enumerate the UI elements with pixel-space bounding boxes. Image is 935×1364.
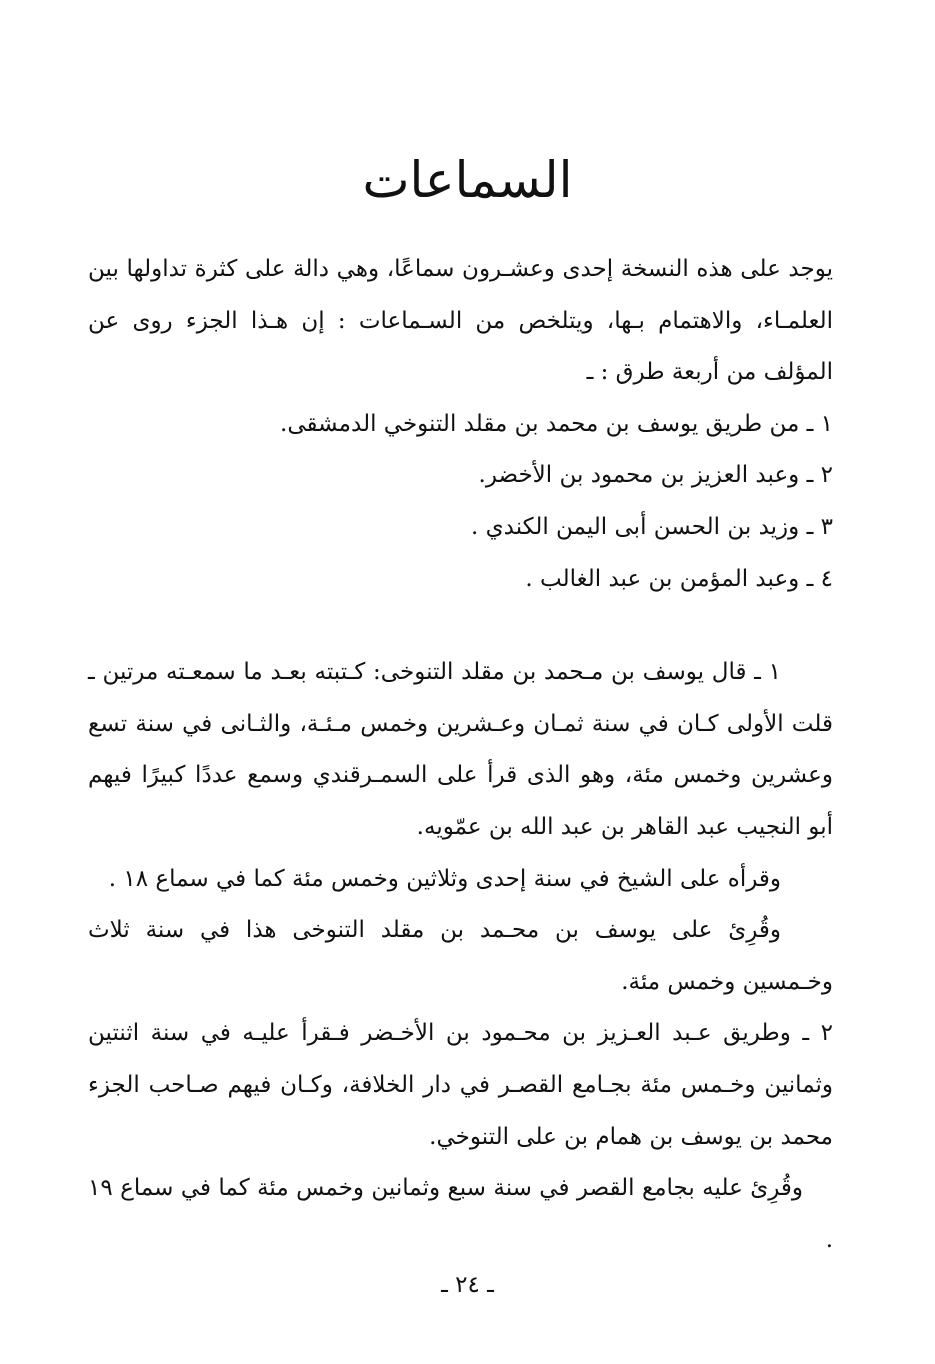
paragraph-reading-1: وقرأه على الشيخ في سنة إحدى وثلاثين وخمس مئة كما في سماع ١٨ . xyxy=(108,865,781,892)
route-item-1: ١ ـ من طريق يوسف بن محمد بن مقلد التنوخي الدمشقى. xyxy=(280,410,833,437)
paragraph-route-2: ٢ ـ وطريق عـبد العـزيز بن محـمود بن الأخـضر فـقرأ عليـه في سنة اثنتين وثمانين وخـمس مئة بجـامع القصـر في دار الخلافة، وكـان فيهم صـاحب الجزء محمد بن يوسف بن همام بن على التنوخي. xyxy=(88,1020,833,1150)
route-item-4: ٤ ـ وعبد المؤمن بن عبد الغالب . xyxy=(525,565,833,592)
page-number: ـ ٢٤ ـ xyxy=(441,1272,494,1298)
intro-paragraph: يوجد على هذه النسخة إحدى وعشـرون سماعًا، وهي دالة على كثرة تداولها بين العلمـاء، والاهتمام بـها، ويتلخص من السـماعات : إن هـذا الجزء روى عن المؤلف من أربعة طرق : ـ xyxy=(88,256,833,386)
paragraph-reading-2: وقُرِئ على يوسف بن محـمد بن مقلد التنوخى هذا في سنة ثلاث وخـمسين وخمس مئة. xyxy=(88,917,833,995)
heading-calligraphy xyxy=(0,140,935,230)
section-spacer xyxy=(88,605,833,647)
paragraph-route-1: ١ ـ قال يوسف بن مـحمد بن مقلد التنوخى: كـتبته بعـد ما سمعـته مرتين ـ قلت الأولى كـان في سنة ثمـان وعـشرين وخمس مـئـة، والثـانى في سنة تسع وعشرين وخمس مئة، وهو الذى قرأ على السمـرقندي وسمع عددًا كبيرًا فيهم أبو النجيب عبد القاهر بن عبد الله بن عمّويه. xyxy=(88,659,833,840)
route-item-3: ٣ ـ وزيد بن الحسن أبى اليمن الكندي . xyxy=(471,513,833,540)
body-text xyxy=(88,244,833,1266)
page-heading: السماعات xyxy=(362,151,573,209)
paragraph-reading-3: وقُرِئ عليه بجامع القصر في سنة سبع وثمانين وخمس مئة كما في سماع ١٩ . xyxy=(88,1175,833,1253)
route-item-2: ٢ ـ وعبد العزيز بن محمود بن الأخضر. xyxy=(478,462,833,489)
